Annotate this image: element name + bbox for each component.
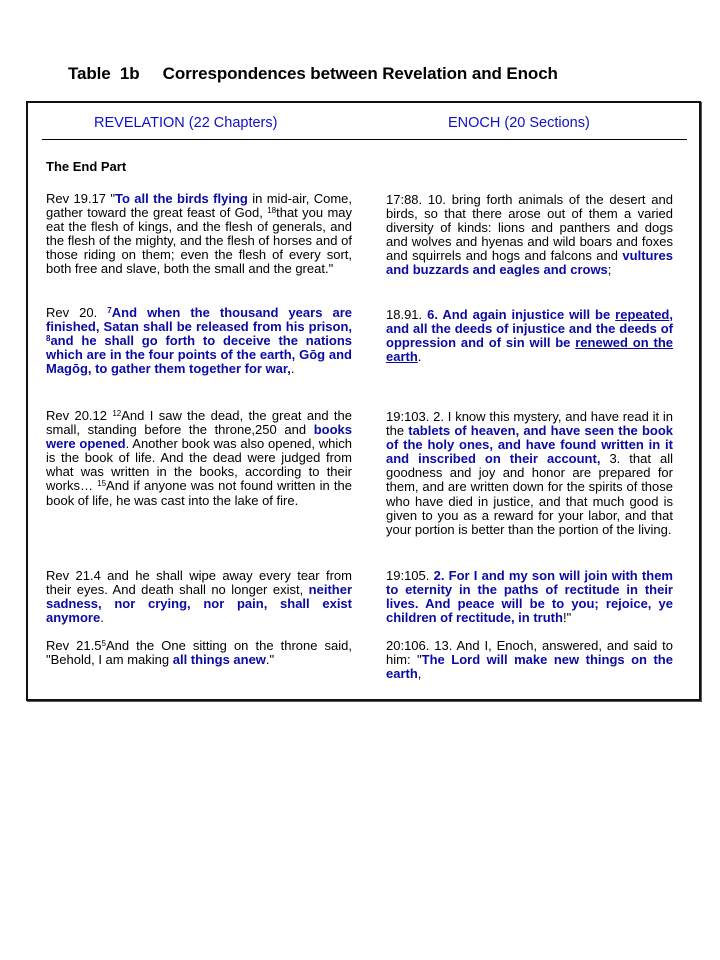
page-title: Table 1b Correspondences between Revelation and Enoch <box>68 64 558 83</box>
verse-number: 8 <box>46 334 51 344</box>
passage-text: Rev 20. <box>46 305 108 320</box>
header-divider <box>42 139 687 140</box>
passage-text: Rev 20.12 <box>46 408 113 423</box>
verse-number: 5 <box>101 639 106 648</box>
passage-text: . <box>290 361 295 377</box>
passage-text: 19:103. 2. I know this mystery, and have read it in the <box>386 409 673 439</box>
enoch-cell <box>386 569 673 625</box>
emphasized-text: 6. And again injustice will be <box>427 307 616 322</box>
correspondence-table <box>26 101 701 701</box>
column-header-enoch: ENOCH (20 Sections) <box>448 115 590 131</box>
passage-text: And I saw the dead, the great and the small, standing before the throne,250 and <box>46 408 353 438</box>
passage-text: , <box>417 666 422 682</box>
passage-text: 18.91. <box>386 307 428 322</box>
passage-text: ." <box>265 652 275 668</box>
enoch-cell <box>386 410 673 537</box>
passage-text: 3. that all goodness and joy and honor are prepared for them, and are written down for the spirits of those who have died in justice, and that much good is given to you as a reward for your labor, and that your portion is better than the portion of the living. <box>386 451 673 537</box>
emphasized-text: The Lord will make new things on the earth <box>386 652 673 682</box>
emphasized-text: books were opened <box>46 422 352 452</box>
verse-number: 7 <box>107 306 112 315</box>
emphasized-text: 2. For I and my son will join with them to eternity in the paths of rectitude in their lives. And peace will be to you; rejoice, ye children of rectitude, in truth <box>386 568 673 626</box>
emphasized-text: To all the birds flying <box>115 191 248 206</box>
revelation-cell <box>46 306 352 376</box>
passage-text: Rev 21.4 and he shall wipe away every tear from their eyes. And death shall no longer exist, <box>46 568 352 598</box>
revelation-cell <box>46 569 352 625</box>
passage-text: And if anyone was not found written in the book of life, he was cast into the lake of fire. <box>46 478 352 508</box>
emphasized-text: And when the thousand years are finished, Satan shall be released from his prison, <box>46 305 352 335</box>
enoch-cell <box>386 308 673 364</box>
revelation-cell <box>46 639 352 667</box>
verse-number: 18 <box>267 206 277 216</box>
verse-number: 15 <box>97 479 107 489</box>
emphasized-text: repeated <box>615 307 670 322</box>
emphasized-text: and he shall go forth to deceive the nations which are in the four points of the earth, Gōg and Magōg, to gather them together for war, <box>46 333 352 377</box>
passage-text: . Another book was also opened, which is the book of life. And the dead were judged from what was written in the books, according to their works… <box>46 436 353 494</box>
enoch-cell <box>386 193 673 278</box>
emphasized-text: renewed on the earth <box>386 335 673 365</box>
passage-text: in mid-air, Come, gather toward the great feast of God, <box>46 191 352 221</box>
passage-text: . <box>100 610 104 626</box>
column-header-revelation: REVELATION (22 Chapters) <box>94 115 278 131</box>
enoch-cell <box>386 639 673 681</box>
passage-text: 19:105. <box>386 568 434 583</box>
emphasized-text: all things anew <box>172 652 266 668</box>
passage-text: 20:106. 13. And I, Enoch, answered, and said to him: " <box>386 638 673 668</box>
section-label: The End Part <box>46 159 127 174</box>
passage-text: ; <box>607 262 612 278</box>
passage-text: !" <box>562 610 572 626</box>
passage-text: . <box>417 349 422 365</box>
passage-text: Rev 19.17 " <box>46 191 116 206</box>
emphasized-text: tablets of heaven, and have seen the book of the holy ones, and have found written in it and inscribed on their account, <box>386 423 673 467</box>
emphasized-text: , and all the deeds of injustice and the deeds of oppression and of sin will be <box>386 307 673 351</box>
passage-text: that you may eat the flesh of kings, and the flesh of generals, and the flesh of the mighty, and the flesh of horses and of those riding on them; even the flesh of every sort, both free and slave, both the small and the great." <box>46 205 352 277</box>
passage-text: 17:88. 10. bring forth animals of the desert and birds, so that there arose out of them a varied diversity of kinds: lions and panthers and dogs and wolves and hyenas and wild boars and foxes and squirrels and hogs and falcons and <box>386 192 673 264</box>
verse-number: 12 <box>112 409 122 418</box>
passage-text: Rev 21.5 <box>46 638 102 653</box>
revelation-cell <box>46 409 352 508</box>
emphasized-text: neither sadness, nor crying, nor pain, shall exist anymore <box>46 582 352 626</box>
revelation-cell <box>46 192 352 277</box>
emphasized-text: vultures and buzzards and eagles and crows <box>386 248 673 278</box>
passage-text: And the One sitting on the throne said, "Behold, I am making <box>46 638 352 668</box>
